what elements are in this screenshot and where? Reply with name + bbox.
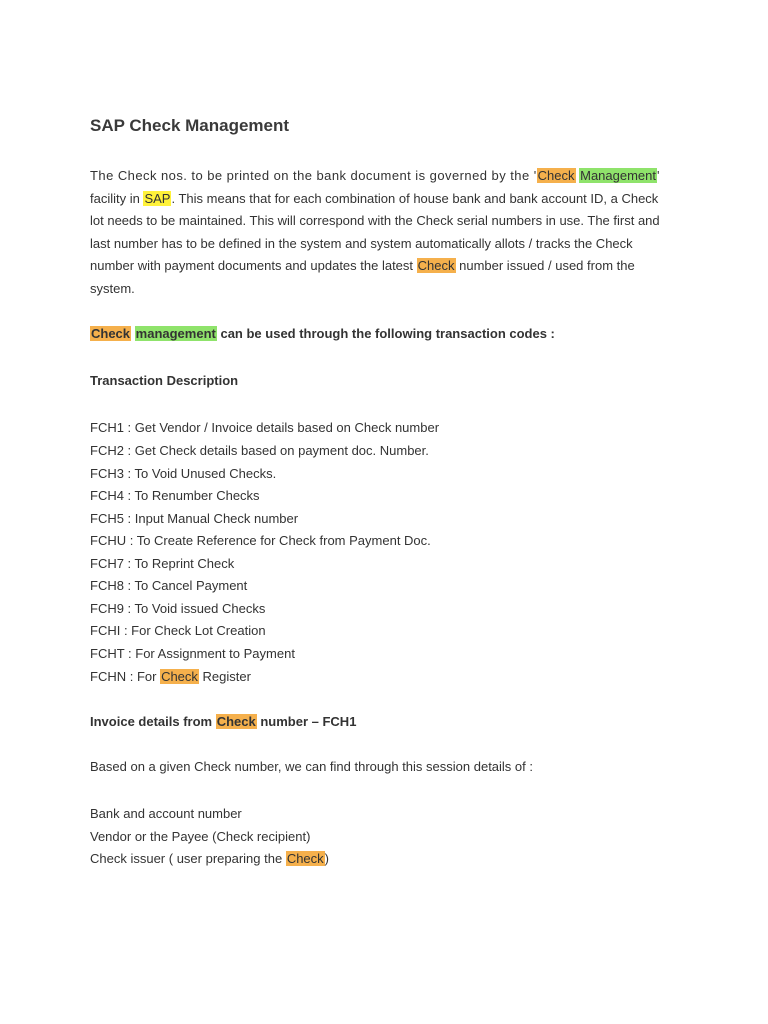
session-text: Based on a given Check number, we can find through this session details of : bbox=[90, 759, 533, 774]
issuer-suffix: ) bbox=[324, 851, 330, 866]
transaction-item: FCH5 : Input Manual Check number bbox=[90, 511, 299, 526]
page-title: SAP Check Management bbox=[90, 116, 290, 135]
issuer-prefix: Check issuer ( user preparing the bbox=[90, 851, 286, 866]
invoice-heading-suffix: number – FCH1 bbox=[256, 714, 357, 729]
transaction-item-fchn bbox=[90, 667, 251, 687]
transaction-item: FCH2 : Get Check details based on payment doc. Number. bbox=[90, 443, 429, 458]
transaction-item: FCHI : For Check Lot Creation bbox=[90, 623, 266, 638]
invoice-heading-prefix: Invoice details from bbox=[90, 714, 216, 729]
detail-item-issuer bbox=[90, 849, 329, 869]
intro-line-5 bbox=[90, 255, 680, 278]
highlight-management-usage: management bbox=[135, 326, 216, 341]
transaction-item: FCH7 : To Reprint Check bbox=[90, 556, 235, 571]
highlight-management: Management bbox=[580, 168, 657, 183]
fchn-suffix: Register bbox=[198, 669, 251, 684]
highlight-check-latest: Check bbox=[417, 258, 455, 274]
transaction-heading: Transaction Description bbox=[90, 373, 239, 388]
transaction-item: FCH1 : Get Vendor / Invoice details based on Check number bbox=[90, 420, 440, 435]
intro-text-8: number issued / used from the bbox=[455, 258, 635, 274]
transaction-item: FCH4 : To Renumber Checks bbox=[90, 488, 260, 503]
intro-line-1 bbox=[90, 165, 680, 188]
intro-text-4: . This means that for each combination of house bank and bank account ID, a Check bbox=[171, 190, 659, 206]
intro-quote: ' bbox=[657, 168, 660, 183]
highlight-check-fchn: Check bbox=[161, 669, 198, 684]
highlight-sap: SAP bbox=[144, 190, 171, 206]
intro-line-6: system. bbox=[90, 280, 135, 296]
intro-text-3: facility in bbox=[90, 190, 144, 206]
intro-line-3: lot needs to be maintained. This will correspond with the Check serial numbers in use. The first and bbox=[90, 213, 660, 229]
intro-text-7: number with payment documents and updates the latest bbox=[90, 258, 417, 274]
usage-text: can be used through the following transaction codes : bbox=[216, 326, 555, 341]
highlight-check: Check bbox=[537, 168, 575, 183]
detail-item: Bank and account number bbox=[90, 806, 242, 821]
intro-line-4: last number has to be defined in the system and system automatically allots / tracks the Check bbox=[90, 235, 633, 251]
transaction-item: FCHU : To Create Reference for Check from Payment Doc. bbox=[90, 533, 431, 548]
usage-heading bbox=[90, 324, 555, 344]
invoice-heading bbox=[90, 712, 356, 732]
transaction-item: FCH9 : To Void issued Checks bbox=[90, 601, 266, 616]
detail-item: Vendor or the Payee (Check recipient) bbox=[90, 829, 311, 844]
intro-paragraph bbox=[90, 165, 680, 301]
highlight-check-invoice: Check bbox=[216, 714, 256, 729]
transaction-item: FCH8 : To Cancel Payment bbox=[90, 578, 248, 593]
transaction-item: FCHT : For Assignment to Payment bbox=[90, 646, 295, 661]
highlight-check-issuer: Check bbox=[286, 851, 324, 866]
intro-text-1: The Check nos. to be printed on the bank document is governed by the ' bbox=[90, 168, 537, 183]
intro-line-2 bbox=[90, 188, 680, 211]
transaction-item: FCH3 : To Void Unused Checks. bbox=[90, 466, 277, 481]
highlight-check-usage: Check bbox=[91, 326, 131, 341]
fchn-prefix: FCHN : For bbox=[90, 669, 161, 684]
